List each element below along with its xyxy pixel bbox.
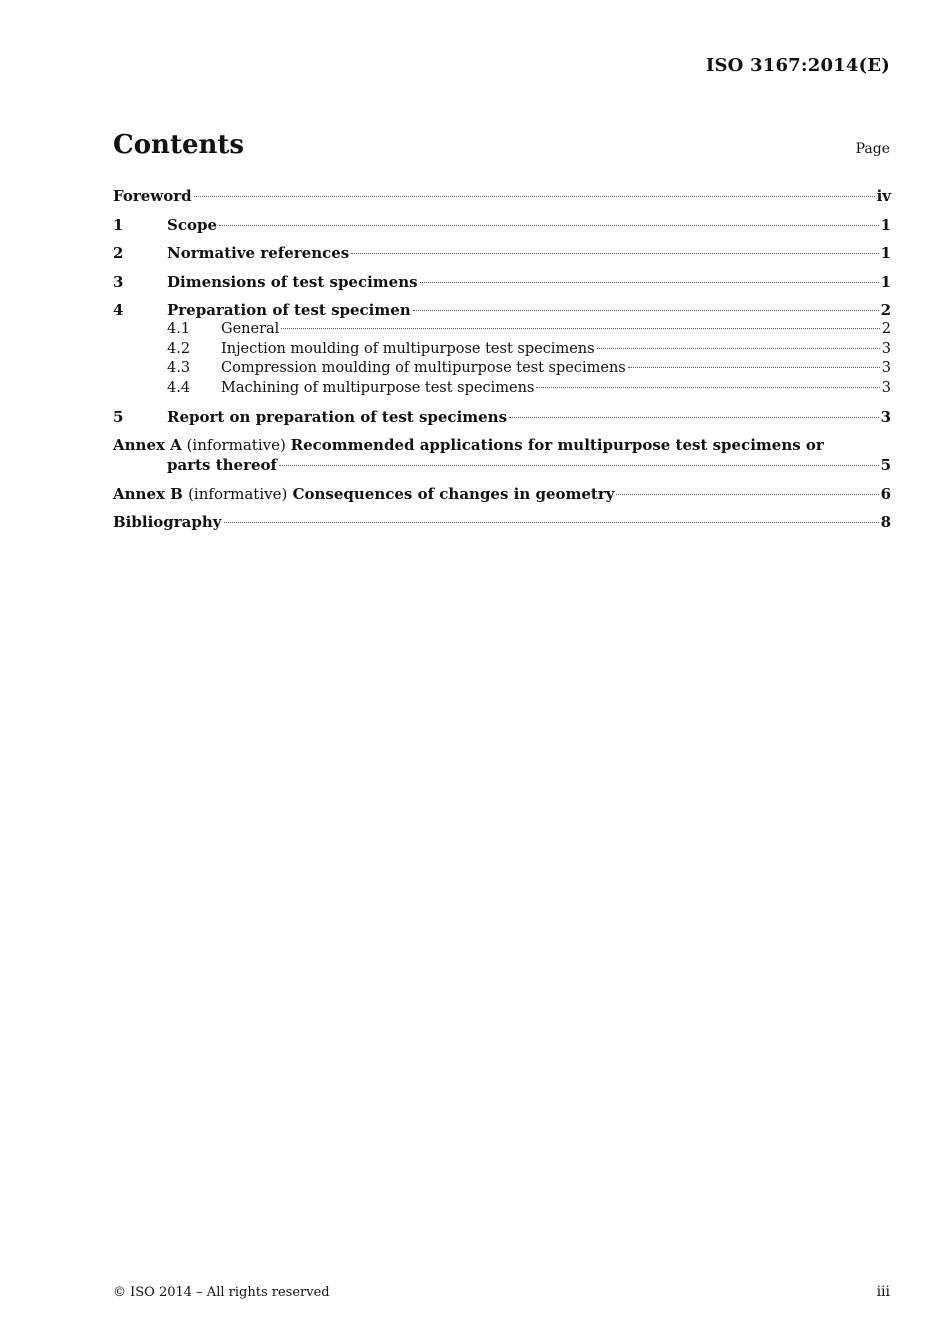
toc-entry-annex-a[interactable] (113, 435, 891, 475)
document-id: ISO 3167:2014(E) (705, 55, 890, 76)
dot-leader (509, 417, 879, 418)
toc-page-number: 5 (880, 456, 891, 474)
toc-page-number: 6 (880, 484, 891, 503)
page-column-label: Page (855, 141, 890, 157)
toc-number: 4.4 (167, 379, 191, 396)
copyright-notice: © ISO 2014 – All rights reserved (113, 1285, 330, 1300)
annex-prefix: Annex B (113, 484, 183, 503)
toc-label: Consequences of changes in geometry (292, 484, 615, 503)
toc-number: 5 (113, 407, 124, 426)
dot-leader (279, 465, 879, 466)
toc-entry-foreword[interactable] (113, 186, 891, 206)
toc-entry-normative-references[interactable] (113, 243, 891, 263)
toc-label: Injection moulding of multipurpose test specimens (221, 340, 595, 357)
toc-entry-machining[interactable] (113, 379, 891, 399)
toc-page-number: 3 (881, 360, 891, 376)
toc-label: General (221, 321, 280, 337)
toc-entry-preparation[interactable] (113, 300, 891, 320)
toc-label: Compression moulding of multipurpose test specimens (221, 360, 626, 376)
toc-entry-report[interactable] (113, 407, 891, 427)
toc-page-number: 2 (881, 321, 891, 337)
toc-label: Dimensions of test specimens (167, 272, 418, 291)
toc-entry-annex-b[interactable] (113, 484, 891, 504)
toc-page-number: 8 (880, 513, 891, 531)
toc-page-number: 1 (880, 244, 891, 262)
toc-page-number: iv (876, 187, 891, 205)
toc-number: 2 (113, 244, 124, 262)
toc-number: 4 (113, 301, 124, 319)
dot-leader (597, 348, 880, 349)
annex-type: (informative) (188, 484, 288, 503)
toc-entry-scope[interactable] (113, 215, 891, 235)
dot-leader (420, 282, 879, 283)
toc-label: Scope (167, 215, 218, 234)
toc-entry-injection-moulding[interactable] (113, 340, 891, 360)
annex-type: (informative) (186, 436, 286, 454)
toc-label: Report on preparation of test specimens (167, 407, 508, 426)
toc-label: Recommended applications for multipurpose test specimens or (290, 436, 824, 454)
toc-page-number: 3 (881, 340, 891, 357)
dot-leader (628, 367, 880, 368)
page-title: Contents (113, 130, 245, 160)
toc-number: 4.2 (167, 340, 191, 357)
toc-entry-bibliography[interactable] (113, 512, 891, 532)
toc-label: Machining of multipurpose test specimens (221, 379, 535, 396)
toc-number: 1 (113, 215, 124, 234)
toc-entry-compression-moulding[interactable] (113, 359, 891, 379)
toc-page-number: 1 (880, 272, 891, 291)
toc-label: Preparation of test specimen (167, 301, 411, 319)
footer-page-number: iii (876, 1284, 890, 1300)
dot-leader (194, 196, 875, 197)
annex-prefix: Annex A (113, 436, 182, 454)
dot-leader (351, 253, 878, 254)
toc-page-number: 1 (880, 215, 891, 234)
dot-leader (224, 522, 879, 523)
toc-label: Bibliography (113, 513, 222, 531)
toc-number: 3 (113, 272, 124, 291)
dot-leader (413, 310, 879, 311)
toc-page-number: 2 (880, 301, 891, 319)
toc-number: 4.1 (167, 321, 191, 337)
dot-leader (219, 225, 879, 226)
dot-leader (536, 387, 879, 388)
toc-entry-dimensions[interactable] (113, 272, 891, 292)
toc-label: Normative references (167, 244, 350, 262)
toc-entry-general[interactable] (113, 320, 891, 340)
toc-label-continued: parts thereof (167, 456, 277, 474)
table-of-contents (113, 186, 891, 532)
toc-number: 4.3 (167, 360, 191, 376)
dot-leader (616, 494, 878, 495)
toc-label: Foreword (113, 187, 192, 205)
toc-page-number: 3 (881, 379, 891, 396)
toc-page-number: 3 (880, 407, 891, 426)
dot-leader (281, 328, 879, 329)
